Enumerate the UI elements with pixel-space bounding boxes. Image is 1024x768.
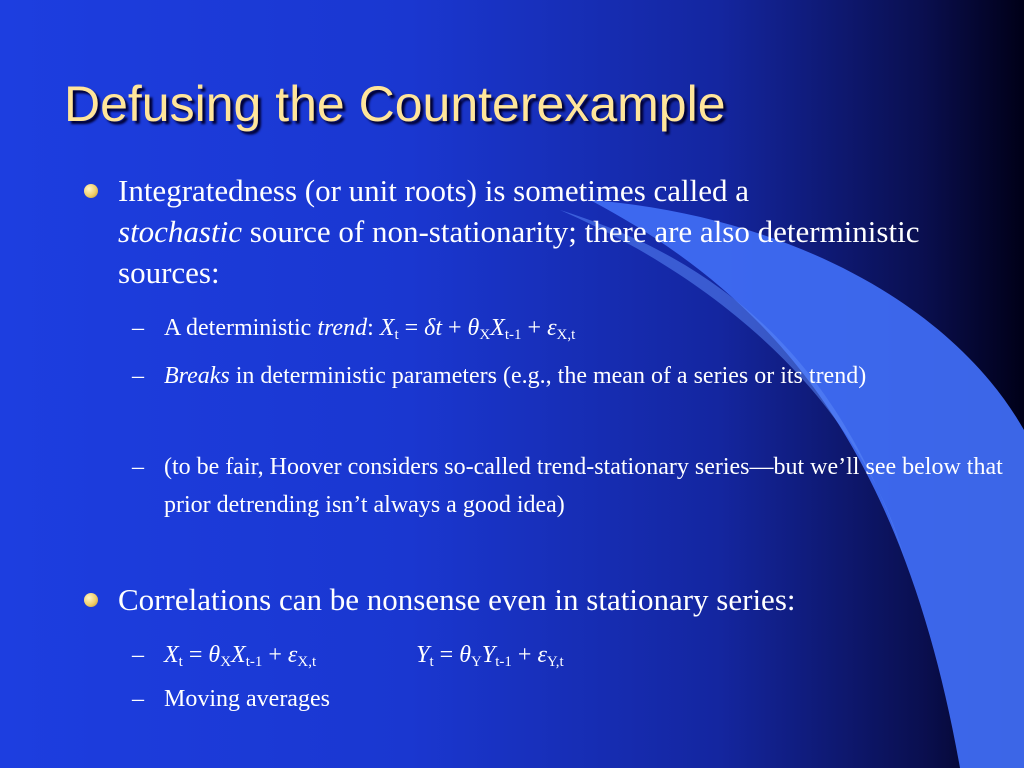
bullet-icon xyxy=(84,184,98,198)
subscript: t-1 xyxy=(245,654,263,670)
subscript: t xyxy=(429,654,434,670)
bullet-integratedness xyxy=(118,170,1018,293)
subscript: X xyxy=(220,654,232,670)
var-x: X xyxy=(164,642,179,668)
subbullet-hoover xyxy=(164,448,1024,524)
operator: + xyxy=(521,315,548,341)
slide-title: Defusing the Counterexample xyxy=(64,76,726,132)
operator: + xyxy=(262,642,288,668)
subbullet-ar-equations xyxy=(164,636,1024,674)
operator: = xyxy=(182,642,209,668)
subbullet-breaks xyxy=(164,357,1024,395)
operator: + xyxy=(511,642,538,668)
var-x: X xyxy=(490,315,505,341)
operator: = xyxy=(433,642,460,668)
bullet-icon xyxy=(84,593,98,607)
subscript: Y,t xyxy=(546,654,564,670)
subscript: t xyxy=(394,327,399,343)
text: A deterministic xyxy=(164,315,318,341)
symbol-epsilon: ε xyxy=(287,642,298,668)
symbol-theta: θ xyxy=(208,642,221,668)
dash-marker: – xyxy=(132,454,144,480)
var-y: Y xyxy=(416,642,430,668)
emphasis-breaks: Breaks xyxy=(164,363,230,389)
emphasis-stochastic: stochastic xyxy=(118,214,242,249)
text: : xyxy=(367,315,380,341)
subscript: Y xyxy=(471,654,482,670)
operator: + xyxy=(441,315,468,341)
symbol-theta: θ xyxy=(459,642,472,668)
dash-marker: – xyxy=(132,642,144,668)
text: in deterministic parameters (e.g., the mean of a series or its trend) xyxy=(229,363,867,389)
bullet-text-cont: source of non-stationarity; there are also deterministic sources: xyxy=(118,214,920,290)
bullet-correlations xyxy=(118,579,1018,620)
var-x: X xyxy=(379,315,395,341)
var-t: t xyxy=(435,315,442,341)
dash-marker: – xyxy=(132,363,144,389)
symbol-epsilon: ε xyxy=(537,642,547,668)
text: (to be fair, Hoover considers so-called trend-stationary series—but we’ll see below that prior detrending isn’t always a good idea) xyxy=(164,454,1003,518)
symbol-epsilon: ε xyxy=(547,315,557,341)
bullet-text: Correlations can be nonsense even in stationary series: xyxy=(118,582,796,617)
text: Moving averages xyxy=(164,686,330,712)
subscript: t-1 xyxy=(504,327,522,343)
var-y: Y xyxy=(481,642,496,668)
operator: = xyxy=(398,315,425,341)
subscript: t-1 xyxy=(495,654,512,670)
emphasis-trend: trend xyxy=(317,315,368,341)
var-x: X xyxy=(231,642,246,668)
subbullet-moving-averages xyxy=(164,680,1024,718)
subscript: X xyxy=(479,327,491,343)
dash-marker: – xyxy=(132,686,144,712)
subbullet-deterministic-trend xyxy=(164,309,1024,347)
symbol-delta: δ xyxy=(424,315,436,341)
symbol-theta: θ xyxy=(467,315,480,341)
bullet-text: Integratedness (or unit roots) is sometimes called a xyxy=(118,173,750,208)
dash-marker: – xyxy=(132,315,144,341)
subscript: X,t xyxy=(556,327,576,343)
subscript: X,t xyxy=(297,654,317,670)
subscript: t xyxy=(178,654,183,670)
